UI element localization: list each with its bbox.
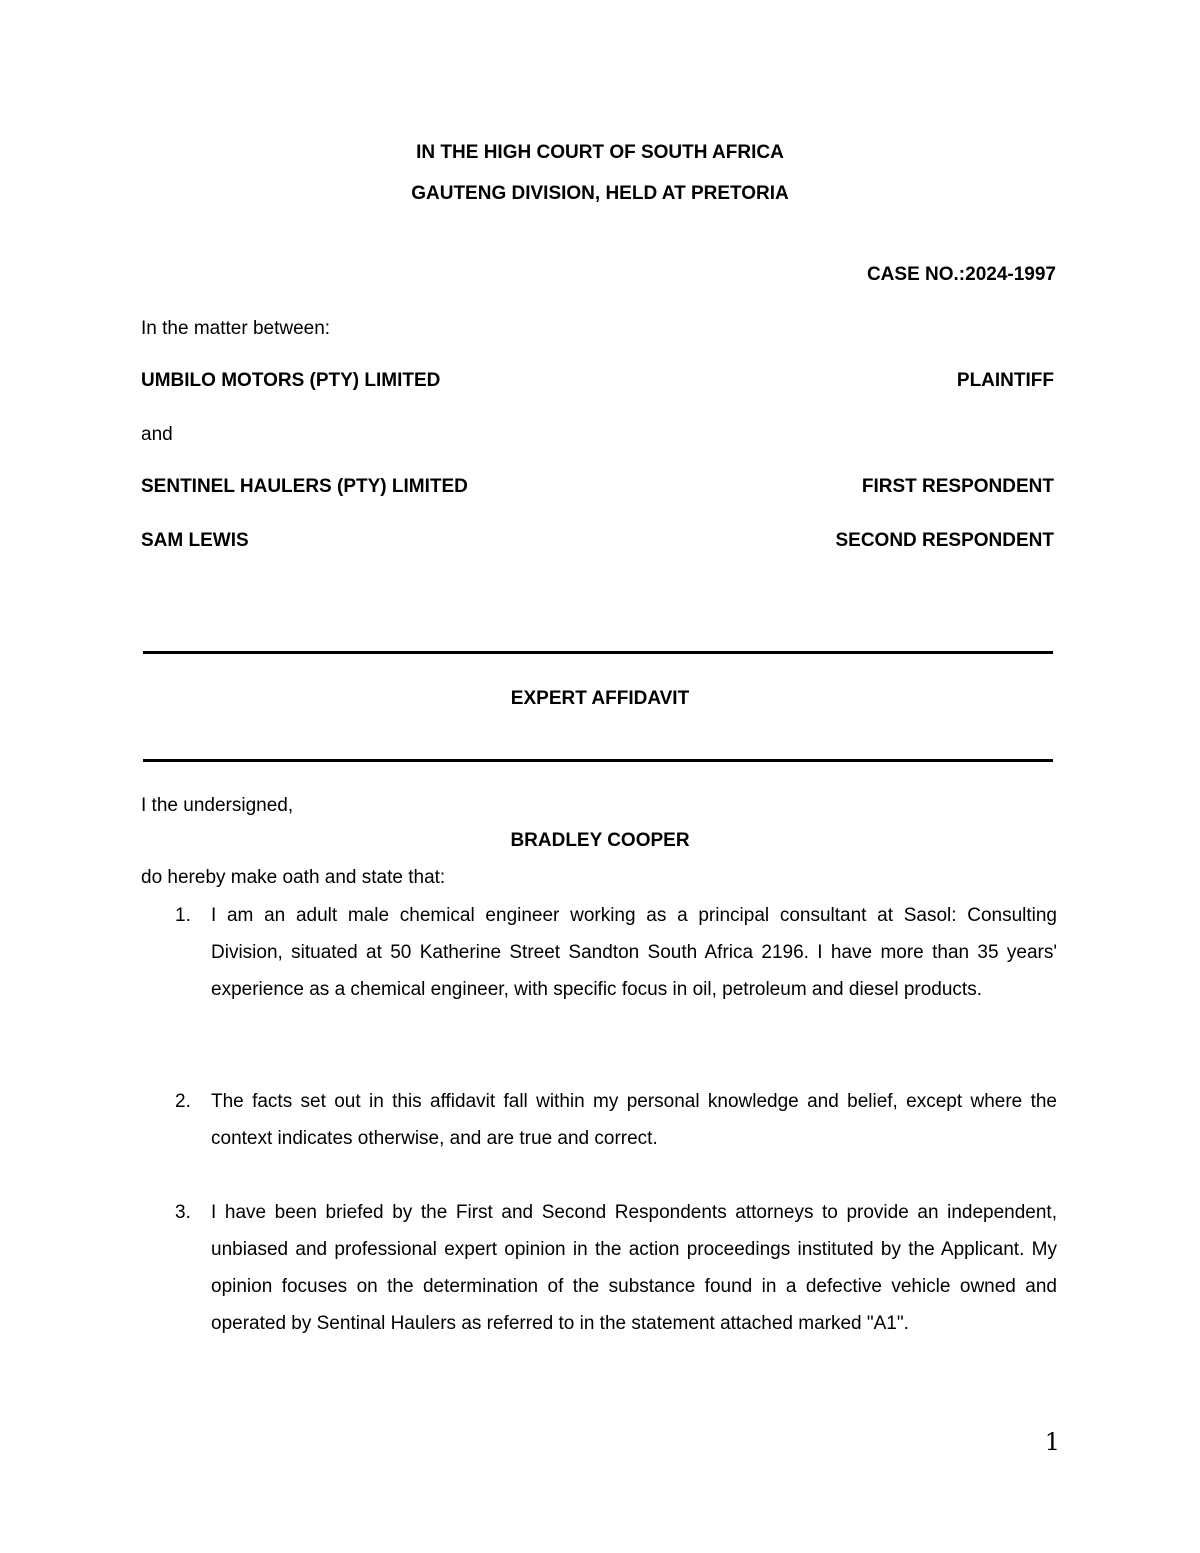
- paragraph-1: [141, 897, 1057, 1008]
- bottom-divider-rule: [143, 759, 1053, 762]
- paragraph-number: 2.: [175, 1091, 191, 1112]
- paragraph-text: I have been briefed by the First and Second Respondents attorneys to provide an independent, unbiased and professional expert opinion in the action proceedings instituted by the Applicant. My opinion focuses on the determination of the substance found in a defective vehicle owned and operated by Sentinal Haulers as referred to in the statement attached marked "A1".: [211, 1202, 1057, 1334]
- second-respondent-role: SECOND RESPONDENT: [835, 530, 1054, 551]
- plaintiff-name: UMBILO MOTORS (PTY) LIMITED: [141, 370, 441, 391]
- paragraph-2: [141, 1083, 1057, 1157]
- page-number: 1: [1044, 1428, 1060, 1456]
- first-respondent-role: FIRST RESPONDENT: [861, 476, 1054, 497]
- matter-intro: In the matter between:: [141, 318, 331, 339]
- undersigned-line: I the undersigned,: [141, 795, 294, 816]
- paragraph-text: I am an adult male chemical engineer working as a principal consultant at Sasol: Consulting Division, situated at 50 Katherine Street Sandton South Africa 2196. I have more than 35 years' experience as a chemical engineer, with specific focus in oil, petroleum and diesel products.: [211, 905, 1057, 1000]
- oath-line: do hereby make oath and state that:: [141, 867, 446, 888]
- plaintiff-role: PLAINTIFF: [956, 370, 1054, 391]
- conjunction-and: and: [141, 424, 173, 445]
- document-title: EXPERT AFFIDAVIT: [510, 688, 690, 709]
- deponent-name: BRADLEY COOPER: [510, 830, 690, 851]
- paragraph-3: [141, 1194, 1057, 1342]
- paragraph-number: 3.: [175, 1202, 191, 1223]
- case-number: CASE NO.:2024-1997: [866, 264, 1056, 285]
- top-divider-rule: [143, 651, 1053, 654]
- paragraph-number: 1.: [175, 905, 191, 926]
- court-title: IN THE HIGH COURT OF SOUTH AFRICA: [416, 142, 784, 163]
- first-respondent-name: SENTINEL HAULERS (PTY) LIMITED: [141, 476, 468, 497]
- second-respondent-name: SAM LEWIS: [141, 530, 249, 551]
- court-division: GAUTENG DIVISION, HELD AT PRETORIA: [411, 183, 789, 204]
- paragraph-text: The facts set out in this affidavit fall within my personal knowledge and belief, except where the context indicates otherwise, and are true and correct.: [211, 1091, 1057, 1149]
